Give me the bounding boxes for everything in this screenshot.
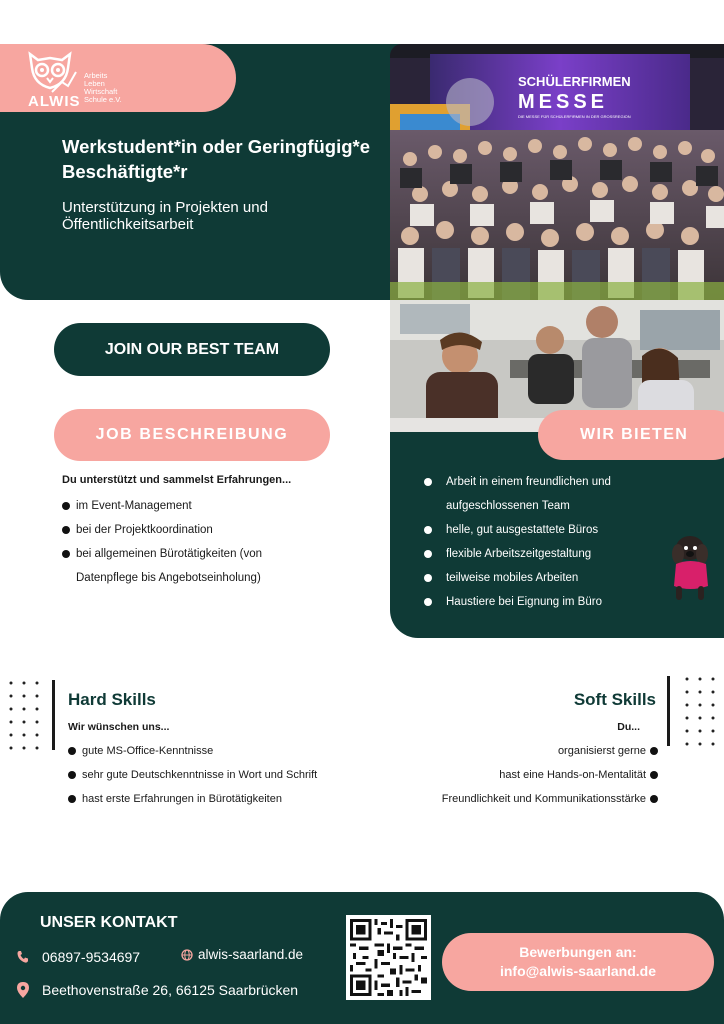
- hard-skills-title: Hard Skills: [68, 690, 156, 709]
- list-item: Freundlichkeit und Kommunikationsstärke: [358, 787, 658, 811]
- event-photo: [390, 44, 724, 300]
- soft-skills-list: [358, 739, 658, 811]
- apply-email[interactable]: info@alwis-saarland.de: [499, 963, 657, 979]
- phone-row[interactable]: [12, 949, 140, 965]
- list-item: teilweise mobiles Arbeiten: [424, 566, 674, 590]
- list-item: gute MS-Office-Kenntnisse: [68, 739, 388, 763]
- apply-email-button[interactable]: [442, 933, 714, 991]
- apply-label: Bewerbungen an:: [519, 944, 637, 960]
- job-subtitle: Unterstützung in Projekten und Öffentlichkeitsarbeit: [62, 199, 268, 233]
- list-item: hast eine Hands-on-Mentalität: [358, 763, 658, 787]
- banner-big: MESSE: [518, 91, 609, 113]
- list-item: organisierst gerne: [358, 739, 658, 763]
- list-item: hast erste Erfahrungen in Bürotätigkeiten: [68, 787, 388, 811]
- list-item: bei allgemeinen Bürotätigkeiten (von: [62, 542, 362, 566]
- location-pin-icon: [12, 982, 34, 998]
- list-item-continuation: Datenpflege bis Angebotseinholung): [76, 572, 261, 584]
- list-item: im Event-Management: [62, 494, 362, 518]
- contact-title: UNSER KONTAKT: [40, 914, 178, 931]
- hard-skills-intro: Wir wünschen uns...: [68, 721, 170, 733]
- globe-icon: [180, 949, 194, 961]
- logo-name: ALWIS: [28, 93, 81, 110]
- list-item: Haustiere bei Eignung im Büro: [424, 590, 674, 614]
- list-item: helle, gut ausgestattete Büros: [424, 518, 674, 542]
- we-offer-button[interactable]: WIR BIETEN: [538, 410, 724, 460]
- job-description-button[interactable]: JOB BESCHREIBUNG: [54, 409, 330, 461]
- address-text: Beethovenstraße 26, 66125 Saarbrücken: [42, 982, 299, 998]
- list-item: flexible Arbeitszeitgestaltung: [424, 542, 674, 566]
- logo-tagline: Arbeits Leben Wirtschaft Schule e.V.: [84, 71, 122, 104]
- list-item: Arbeit in einem freundlichen und: [424, 470, 674, 494]
- list-item: bei der Projektkoordination: [62, 518, 362, 542]
- list-item: sehr gute Deutschkenntnisse in Wort und Schrift: [68, 763, 388, 787]
- job-list: [62, 494, 362, 590]
- divider-bar: [52, 680, 55, 750]
- job-title: Werkstudent*in oder Geringfügig*e Beschäftigte*r: [62, 136, 371, 182]
- banner-title: SCHÜLERFIRMEN: [518, 74, 631, 89]
- dot-pattern-right: [684, 676, 718, 748]
- soft-skills-intro: Du...: [617, 721, 640, 733]
- website-link[interactable]: alwis-saarland.de: [198, 947, 304, 962]
- phone-icon: [12, 950, 34, 964]
- job-intro: Du unterstützt und sammelst Erfahrungen...: [62, 474, 292, 486]
- soft-skills-title: Soft Skills: [573, 690, 656, 709]
- dot-pattern-left: [8, 680, 42, 752]
- dog-icon: [668, 534, 714, 602]
- address-row: [12, 982, 298, 998]
- join-team-button[interactable]: JOIN OUR BEST TEAM: [54, 323, 330, 376]
- phone-number[interactable]: 06897-9534697: [42, 949, 141, 965]
- divider-bar: [667, 676, 670, 746]
- offer-list: [424, 470, 674, 614]
- qr-code-icon[interactable]: [346, 915, 431, 1000]
- website-row[interactable]: [180, 947, 303, 962]
- hard-skills-list: [68, 739, 388, 811]
- list-item-continuation: aufgeschlossenen Team: [446, 500, 570, 512]
- banner-sub: DIE MESSE FÜR SCHÜLERFIRMEN IN DER GROSSREGION: [518, 114, 631, 119]
